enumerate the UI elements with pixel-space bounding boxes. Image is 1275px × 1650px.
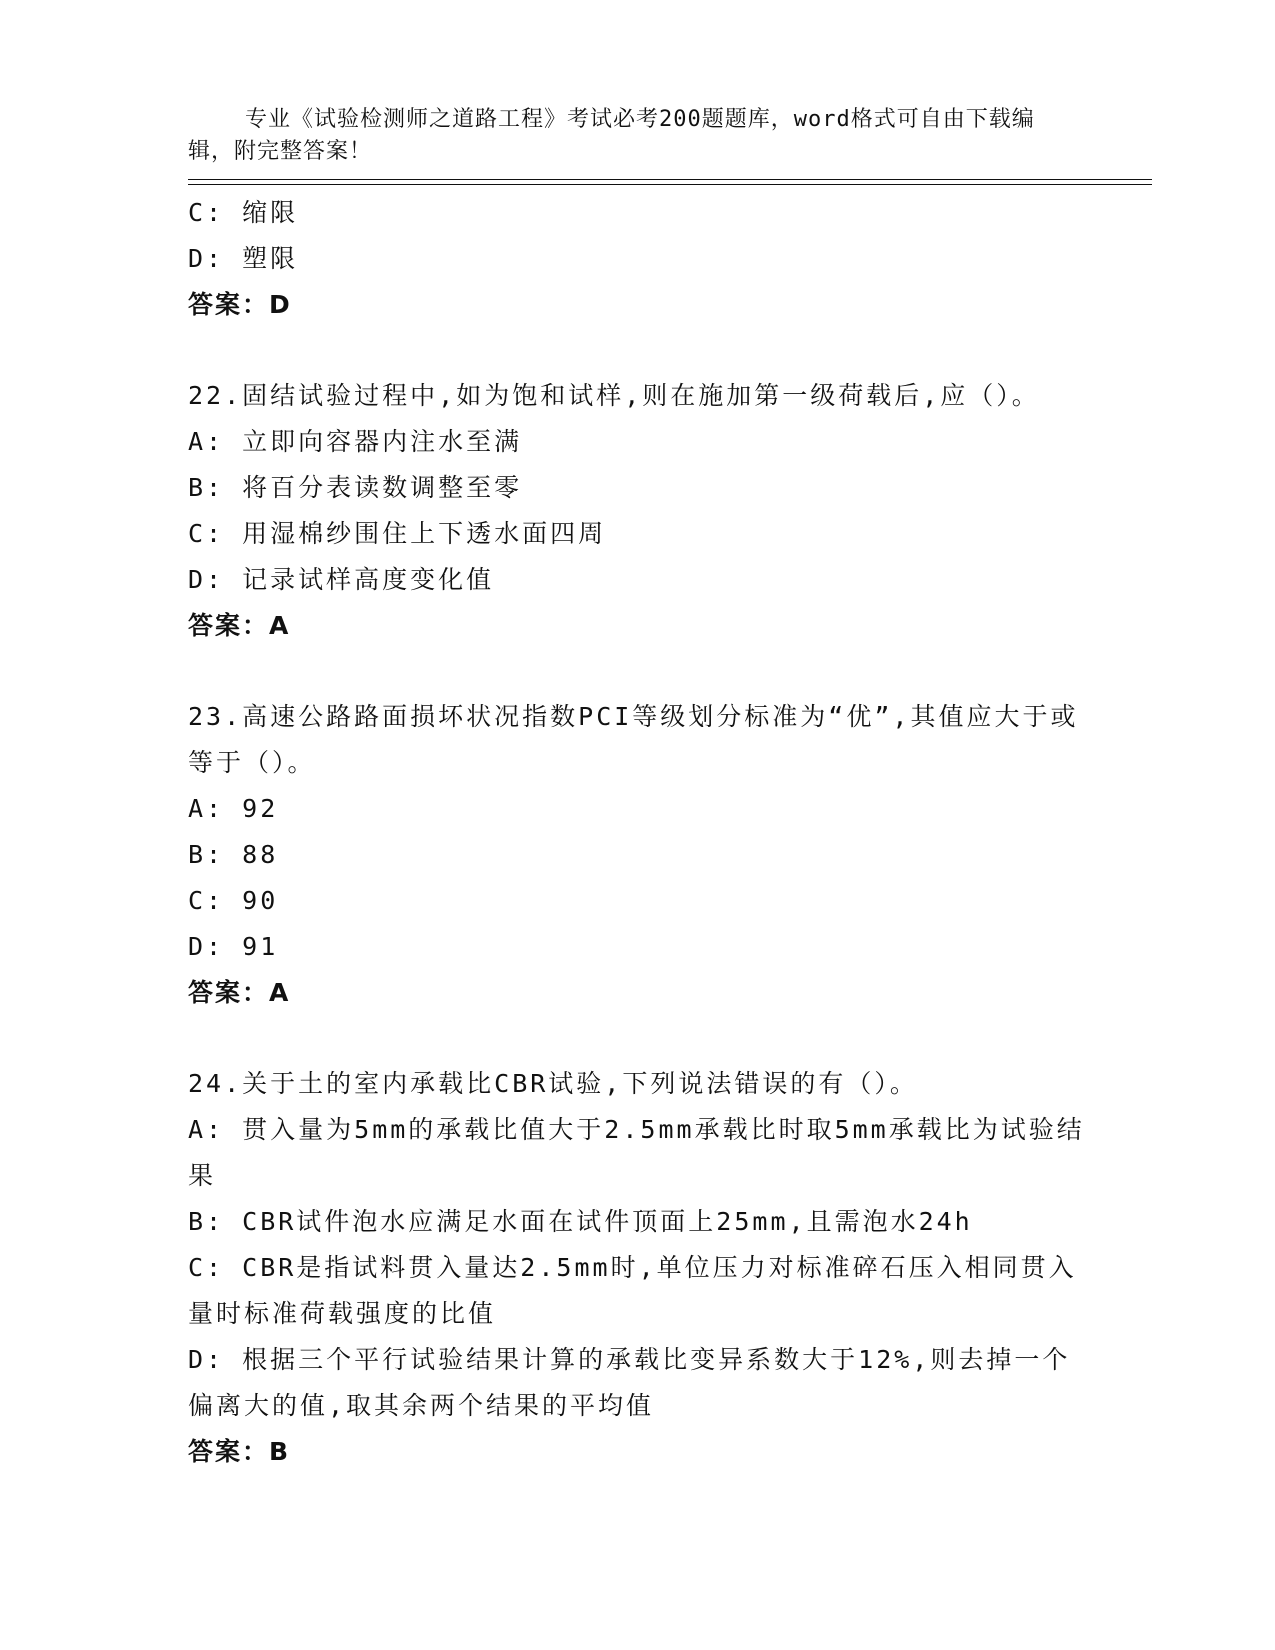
option-d: D: 塑限 (188, 244, 299, 273)
option-a: A: 立即向容器内注水至满 (188, 427, 523, 456)
option-b: B: CBR试件泡水应满足水面在试件顶面上25mm,且需泡水24h (188, 1207, 973, 1236)
option-a: A: 贯入量为5mm的承载比值大于2.5mm承载比时取5mm承载比为试验结果 (188, 1115, 1085, 1190)
question-22 (188, 373, 1088, 649)
spacer (188, 1016, 1088, 1061)
prev-question (188, 190, 1088, 328)
option-d: D: 记录试样高度变化值 (188, 565, 495, 594)
question-24 (188, 1061, 1088, 1475)
question-23 (188, 694, 1088, 1016)
question-list (188, 190, 1088, 1475)
option-b: B: 将百分表读数调整至零 (188, 473, 523, 502)
option-c: C: 缩限 (188, 198, 299, 227)
answer-line: 答案：B (188, 1437, 291, 1466)
question-stem: 24.关于土的室内承载比CBR试验,下列说法错误的有（）。 (188, 1069, 918, 1098)
option-d: D: 91 (188, 932, 279, 961)
header-title: 专业《试验检测师之道路工程》考试必考200题题库，word格式可自由下载编辑，附完整答案！ (188, 107, 1035, 164)
option-c: C: 90 (188, 886, 279, 915)
option-c: C: 用湿棉纱围住上下透水面四周 (188, 519, 607, 548)
answer-line: 答案：A (188, 978, 291, 1007)
option-b: B: 88 (188, 840, 279, 869)
spacer (188, 649, 1088, 694)
option-a: A: 92 (188, 794, 279, 823)
header-rule-top (188, 179, 1152, 180)
question-stem: 23.高速公路路面损坏状况指数PCI等级划分标准为“优”,其值应大于或等于（）。 (188, 702, 1079, 777)
answer-line: 答案：A (188, 611, 291, 640)
option-d: D: 根据三个平行试验结果计算的承载比变异系数大于12%,则去掉一个偏离大的值,取其余两个结果的平均值 (188, 1345, 1071, 1420)
answer-line: 答案：D (188, 290, 292, 319)
question-stem: 22.固结试验过程中,如为饱和试样,则在施加第一级荷载后,应（）。 (188, 381, 1040, 410)
header-rule-bottom (188, 184, 1152, 185)
spacer (188, 328, 1088, 373)
option-c: C: CBR是指试料贯入量达2.5mm时,单位压力对标准碎石压入相同贯入量时标准荷载强度的比值 (188, 1253, 1077, 1328)
page-header (188, 72, 1068, 200)
